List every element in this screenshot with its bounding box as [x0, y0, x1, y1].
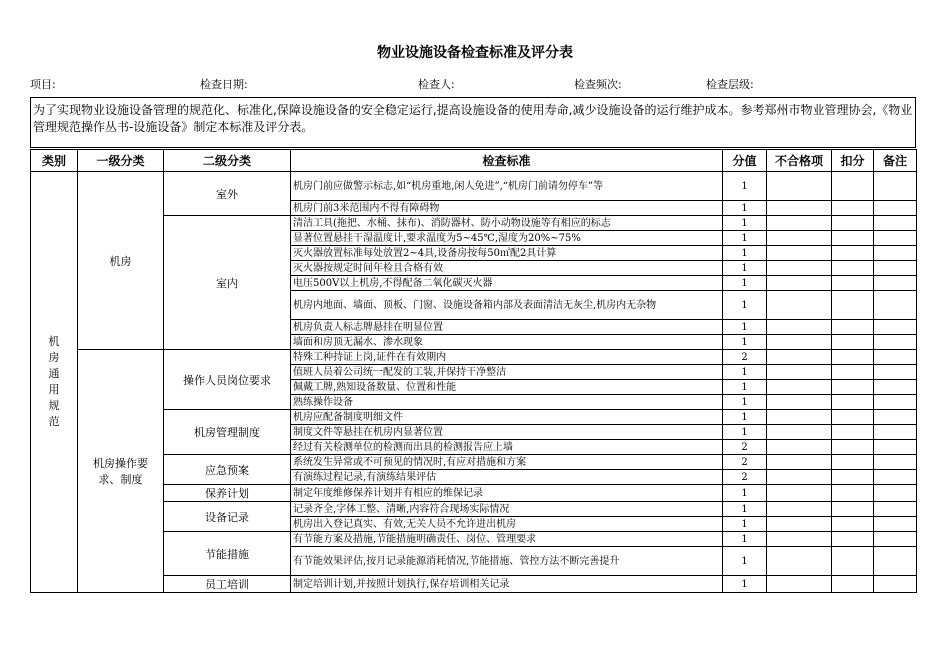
level1-ops	[78, 350, 164, 593]
standard-cell: 灭火器放置标准每处放置2~4具,设备房按每50㎡配2具计算	[291, 246, 723, 261]
note-cell[interactable]	[874, 320, 917, 335]
standard-cell: 机房内地面、墙面、顶板、门窗、设施设备箱内部及表面清洁无灰尘,机房内无杂物	[291, 291, 723, 320]
standard-cell: 显著位置悬挂干湿温度计,要求温度为5~45℃,湿度为20%~75%	[291, 231, 723, 246]
fail-cell[interactable]	[767, 216, 832, 231]
fail-cell[interactable]	[767, 261, 832, 276]
deduct-cell[interactable]	[832, 425, 874, 440]
deduct-cell[interactable]	[832, 547, 874, 576]
category-cell	[31, 172, 78, 593]
fail-cell[interactable]	[767, 425, 832, 440]
deduct-cell[interactable]	[832, 365, 874, 380]
note-cell[interactable]	[874, 201, 917, 216]
fail-cell[interactable]	[767, 380, 832, 395]
standard-cell: 机房门前3米范围内不得有障碍物	[291, 201, 723, 216]
table-row	[31, 455, 917, 470]
level1-ops-text: 机房操作要求、制度	[93, 457, 148, 486]
score-cell: 2	[723, 470, 767, 485]
page-title: 物业设施设备检查标准及评分表	[377, 45, 573, 61]
note-cell[interactable]	[874, 350, 917, 365]
level2-maintenance: 保养计划	[164, 485, 291, 502]
score-cell: 1	[723, 320, 767, 335]
header-note: 备注	[874, 150, 917, 172]
standard-cell: 制度文件等悬挂在机房内显著位置	[291, 425, 723, 440]
level-label: 检查层级:	[706, 78, 754, 91]
score-cell: 1	[723, 231, 767, 246]
deduct-cell[interactable]	[832, 576, 874, 593]
score-cell: 1	[723, 261, 767, 276]
deduct-cell[interactable]	[832, 320, 874, 335]
note-cell[interactable]	[874, 335, 917, 350]
score-cell: 1	[723, 502, 767, 517]
standard-cell: 值班人员着公司统一配发的工装,并保持干净整洁	[291, 365, 723, 380]
note-cell[interactable]	[874, 395, 917, 410]
score-cell: 1	[723, 380, 767, 395]
check-date-label: 检查日期:	[200, 78, 248, 91]
header-category: 类别	[31, 150, 78, 172]
deduct-cell[interactable]	[832, 410, 874, 425]
fail-cell[interactable]	[767, 201, 832, 216]
note-cell[interactable]	[874, 216, 917, 231]
level2-energy: 节能措施	[164, 532, 291, 576]
standard-cell: 熟练操作设备	[291, 395, 723, 410]
header-standard: 检查标准	[291, 150, 723, 172]
deduct-cell[interactable]	[832, 502, 874, 517]
note-cell[interactable]	[874, 291, 917, 320]
table-row	[31, 350, 917, 365]
standard-cell: 制定培训计划,并按照计划执行,保存培训相关记录	[291, 576, 723, 593]
note-cell[interactable]	[874, 576, 917, 593]
fail-cell[interactable]	[767, 410, 832, 425]
table-row	[31, 576, 917, 593]
fail-cell[interactable]	[767, 350, 832, 365]
score-cell: 1	[723, 547, 767, 576]
deduct-cell[interactable]	[832, 291, 874, 320]
inspection-table	[30, 149, 917, 593]
score-cell: 1	[723, 246, 767, 261]
fail-cell[interactable]	[767, 517, 832, 532]
score-cell: 1	[723, 485, 767, 502]
header-row	[31, 150, 917, 172]
deduct-cell[interactable]	[832, 261, 874, 276]
note-cell[interactable]	[874, 532, 917, 547]
standard-cell: 机房出入登记真实、有效,无关人员不允许进出机房	[291, 517, 723, 532]
deduct-cell[interactable]	[832, 231, 874, 246]
table-row	[31, 485, 917, 502]
standard-cell: 机房负责人标志牌悬挂在明显位置	[291, 320, 723, 335]
project-label: 项目:	[30, 78, 56, 91]
score-cell: 1	[723, 291, 767, 320]
score-cell: 1	[723, 576, 767, 593]
note-cell[interactable]	[874, 485, 917, 502]
score-cell: 1	[723, 365, 767, 380]
standard-cell: 清洁工具(拖把、水桶、抹布)、消防器材、防小动物设施等有相应的标志	[291, 216, 723, 231]
table-row	[31, 172, 917, 201]
fail-cell[interactable]	[767, 455, 832, 470]
header-level1: 一级分类	[78, 150, 164, 172]
score-cell: 1	[723, 172, 767, 201]
level2-outdoor: 室外	[164, 172, 291, 216]
standard-cell: 经过有关检测单位的检测而出具的检测报告应上墙	[291, 440, 723, 455]
standard-cell: 佩戴工牌,熟知设备数量、位置和性能	[291, 380, 723, 395]
table-row	[31, 216, 917, 231]
note-cell[interactable]	[874, 455, 917, 470]
standard-cell: 记录齐全,字体工整、清晰,内容符合现场实际情况	[291, 502, 723, 517]
deduct-cell[interactable]	[832, 395, 874, 410]
fail-cell[interactable]	[767, 395, 832, 410]
note-cell[interactable]	[874, 365, 917, 380]
deduct-cell[interactable]	[832, 201, 874, 216]
table-row	[31, 532, 917, 547]
fail-cell[interactable]	[767, 365, 832, 380]
level2-mgmt: 机房管理制度	[164, 410, 291, 455]
score-cell: 1	[723, 395, 767, 410]
level1-room: 机房	[78, 172, 164, 350]
note-cell[interactable]	[874, 410, 917, 425]
score-cell: 2	[723, 455, 767, 470]
note-cell[interactable]	[874, 470, 917, 485]
note-cell[interactable]	[874, 172, 917, 201]
note-cell[interactable]	[874, 261, 917, 276]
intro-text: 为了实现物业设施设备管理的规范化、标准化,保障设施设备的安全稳定运行,提高设施设备的使用寿命,减少设施设备的运行维护成本。参考郑州市物业管理协会,《物业管理规范操作丛书-设施设备》制定本标准及评分表。	[30, 97, 916, 148]
fail-cell[interactable]	[767, 291, 832, 320]
level2-records: 设备记录	[164, 502, 291, 532]
standard-cell: 灭火器按规定时间年检且合格有效	[291, 261, 723, 276]
level2-indoor: 室内	[164, 216, 291, 350]
table-row	[31, 502, 917, 517]
header-level2: 二级分类	[164, 150, 291, 172]
standard-cell: 特殊工种持证上岗,证件在有效期内	[291, 350, 723, 365]
note-cell[interactable]	[874, 276, 917, 291]
score-cell: 1	[723, 410, 767, 425]
note-cell[interactable]	[874, 517, 917, 532]
standard-cell: 系统发生异常或不可预见的情况时,有应对措施和方案	[291, 455, 723, 470]
level2-emergency: 应急预案	[164, 455, 291, 485]
fail-cell[interactable]	[767, 335, 832, 350]
deduct-cell[interactable]	[832, 216, 874, 231]
deduct-cell[interactable]	[832, 380, 874, 395]
fail-cell[interactable]	[767, 547, 832, 576]
table-row	[31, 410, 917, 425]
deduct-cell[interactable]	[832, 440, 874, 455]
deduct-cell[interactable]	[832, 335, 874, 350]
category-text: 机房通用规范	[48, 335, 60, 428]
deduct-cell[interactable]	[832, 470, 874, 485]
deduct-cell[interactable]	[832, 517, 874, 532]
score-cell: 1	[723, 335, 767, 350]
score-cell: 1	[723, 425, 767, 440]
deduct-cell[interactable]	[832, 532, 874, 547]
standard-cell: 墙面和房顶无漏水、渗水现象	[291, 335, 723, 350]
note-cell[interactable]	[874, 231, 917, 246]
frequency-label: 检查频次:	[574, 78, 622, 91]
score-cell: 2	[723, 440, 767, 455]
deduct-cell[interactable]	[832, 350, 874, 365]
score-cell: 1	[723, 216, 767, 231]
standard-cell: 电压500V以上机房,不得配备二氧化碳灭火器	[291, 276, 723, 291]
fail-cell[interactable]	[767, 532, 832, 547]
fail-cell[interactable]	[767, 246, 832, 261]
note-cell[interactable]	[874, 246, 917, 261]
level2-staff: 操作人员岗位要求	[164, 350, 291, 410]
inspector-label: 检查人:	[418, 78, 455, 91]
standard-cell: 机房应配备制度明细文件	[291, 410, 723, 425]
note-cell[interactable]	[874, 425, 917, 440]
score-cell: 2	[723, 350, 767, 365]
fail-cell[interactable]	[767, 470, 832, 485]
note-cell[interactable]	[874, 502, 917, 517]
standard-cell: 有节能方案及措施,节能措施明确责任、岗位、管理要求	[291, 532, 723, 547]
level2-training: 员工培训	[164, 576, 291, 593]
header-score: 分值	[723, 150, 767, 172]
header-deduct: 扣分	[832, 150, 874, 172]
fail-cell[interactable]	[767, 485, 832, 502]
fail-cell[interactable]	[767, 440, 832, 455]
standard-cell: 制定年度维修保养计划并有相应的维保记录	[291, 485, 723, 502]
header-fail: 不合格项	[767, 150, 832, 172]
fail-cell[interactable]	[767, 320, 832, 335]
fail-cell[interactable]	[767, 231, 832, 246]
score-cell: 1	[723, 276, 767, 291]
fail-cell[interactable]	[767, 576, 832, 593]
score-cell: 1	[723, 517, 767, 532]
score-cell: 1	[723, 532, 767, 547]
score-cell: 1	[723, 201, 767, 216]
deduct-cell[interactable]	[832, 276, 874, 291]
standard-cell: 有演练过程记录,有演练结果评估	[291, 470, 723, 485]
deduct-cell[interactable]	[832, 172, 874, 201]
standard-cell: 有节能效果评估,按月记录能源消耗情况,节能措施、管控方法不断完善提升	[291, 547, 723, 576]
deduct-cell[interactable]	[832, 485, 874, 502]
note-cell[interactable]	[874, 380, 917, 395]
note-cell[interactable]	[874, 440, 917, 455]
fail-cell[interactable]	[767, 502, 832, 517]
standard-cell: 机房门前应做警示标志,如“机房重地,闲人免进”,“机房门前请勿停车”等	[291, 172, 723, 201]
fail-cell[interactable]	[767, 172, 832, 201]
deduct-cell[interactable]	[832, 246, 874, 261]
deduct-cell[interactable]	[832, 455, 874, 470]
fail-cell[interactable]	[767, 276, 832, 291]
note-cell[interactable]	[874, 547, 917, 576]
